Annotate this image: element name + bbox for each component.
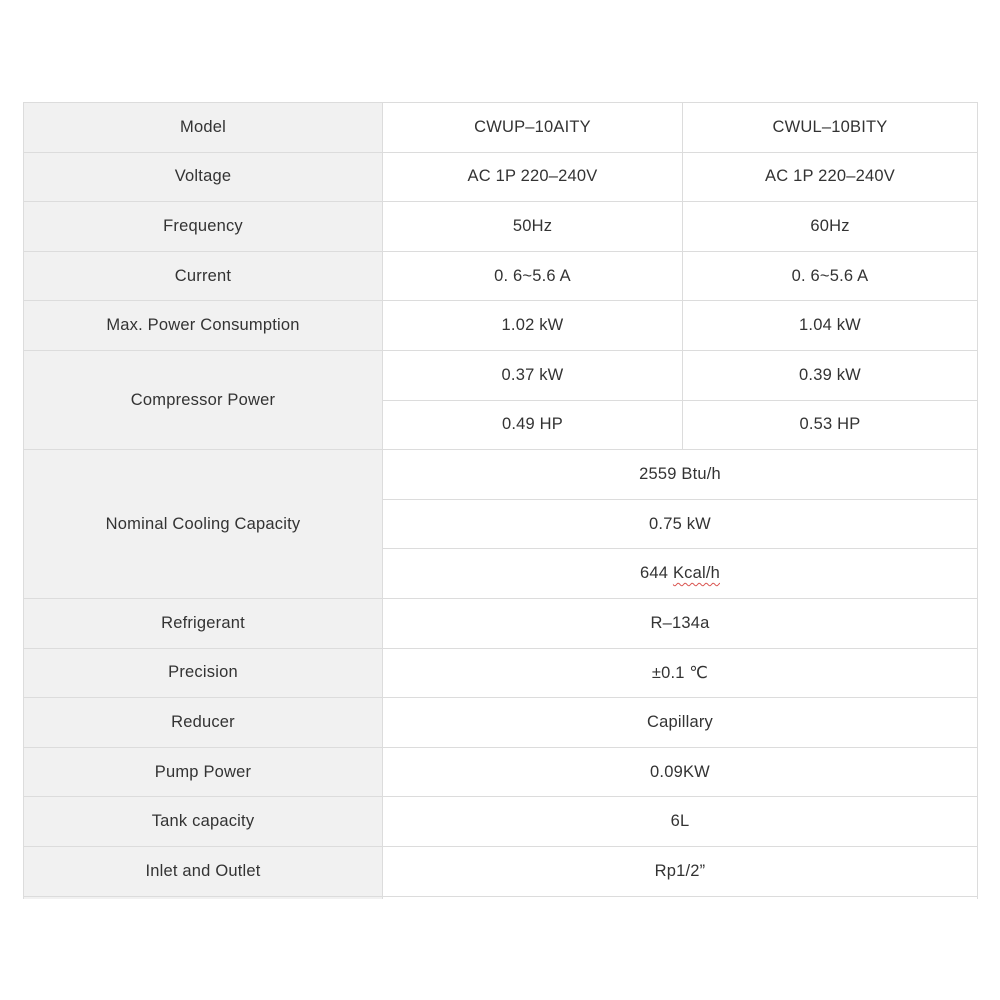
cell-value: AC 1P 220–240V [683, 152, 978, 202]
table-row-cooling-btu [24, 450, 978, 500]
table-row-model [24, 103, 978, 153]
cell-value: 0. 6~5.6 A [683, 251, 978, 301]
cell-value: 0.49 HP [383, 400, 683, 450]
table-row-inlet-outlet [24, 846, 978, 896]
kcal-number: 644 [640, 564, 669, 583]
cell-value [383, 549, 978, 599]
cell-value: Capillary [383, 698, 978, 748]
row-label-empty [24, 896, 383, 899]
row-label: Reducer [24, 698, 383, 748]
row-label: Current [24, 251, 383, 301]
cell-value: R–134a [383, 598, 978, 648]
row-label: Tank capacity [24, 797, 383, 847]
row-label: Inlet and Outlet [24, 846, 383, 896]
row-label: Max. Power Consumption [24, 301, 383, 351]
table-row-current [24, 251, 978, 301]
cell-empty [383, 896, 978, 899]
table-row-pump-power [24, 747, 978, 797]
table-row-reducer [24, 698, 978, 748]
row-label: Voltage [24, 152, 383, 202]
table-row-tank-capacity [24, 797, 978, 847]
cell-value: 1.04 kW [683, 301, 978, 351]
table-row-precision [24, 648, 978, 698]
table-row-voltage [24, 152, 978, 202]
row-label: Refrigerant [24, 598, 383, 648]
cell-value: Rp1/2” [383, 846, 978, 896]
row-label: Pump Power [24, 747, 383, 797]
kcal-unit: Kcal/h [672, 564, 720, 583]
cell-value: ±0.1 ℃ [383, 648, 978, 698]
cell-value: CWUL–10BITY [683, 103, 978, 153]
cell-value: 2559 Btu/h [383, 450, 978, 500]
table-row-frequency [24, 202, 978, 252]
cell-value: 1.02 kW [383, 301, 683, 351]
cell-value: 0.09KW [383, 747, 978, 797]
table-row-cutoff [24, 896, 978, 899]
cell-value: 0.39 kW [683, 350, 978, 400]
cell-value: 60Hz [683, 202, 978, 252]
cell-value: 6L [383, 797, 978, 847]
cell-value: 0.37 kW [383, 350, 683, 400]
cell-value: 0.53 HP [683, 400, 978, 450]
row-label: Model [24, 103, 383, 153]
cell-value: 0.75 kW [383, 499, 978, 549]
cell-value: AC 1P 220–240V [383, 152, 683, 202]
cell-value: 0. 6~5.6 A [383, 251, 683, 301]
cell-value: CWUP–10AITY [383, 103, 683, 153]
row-label: Precision [24, 648, 383, 698]
cell-value: 50Hz [383, 202, 683, 252]
row-label: Frequency [24, 202, 383, 252]
row-label: Compressor Power [24, 350, 383, 449]
row-label: Nominal Cooling Capacity [24, 450, 383, 599]
table-row-refrigerant [24, 598, 978, 648]
table-row-max-power [24, 301, 978, 351]
spec-table [23, 102, 978, 899]
table-row-compressor-kw [24, 350, 978, 400]
